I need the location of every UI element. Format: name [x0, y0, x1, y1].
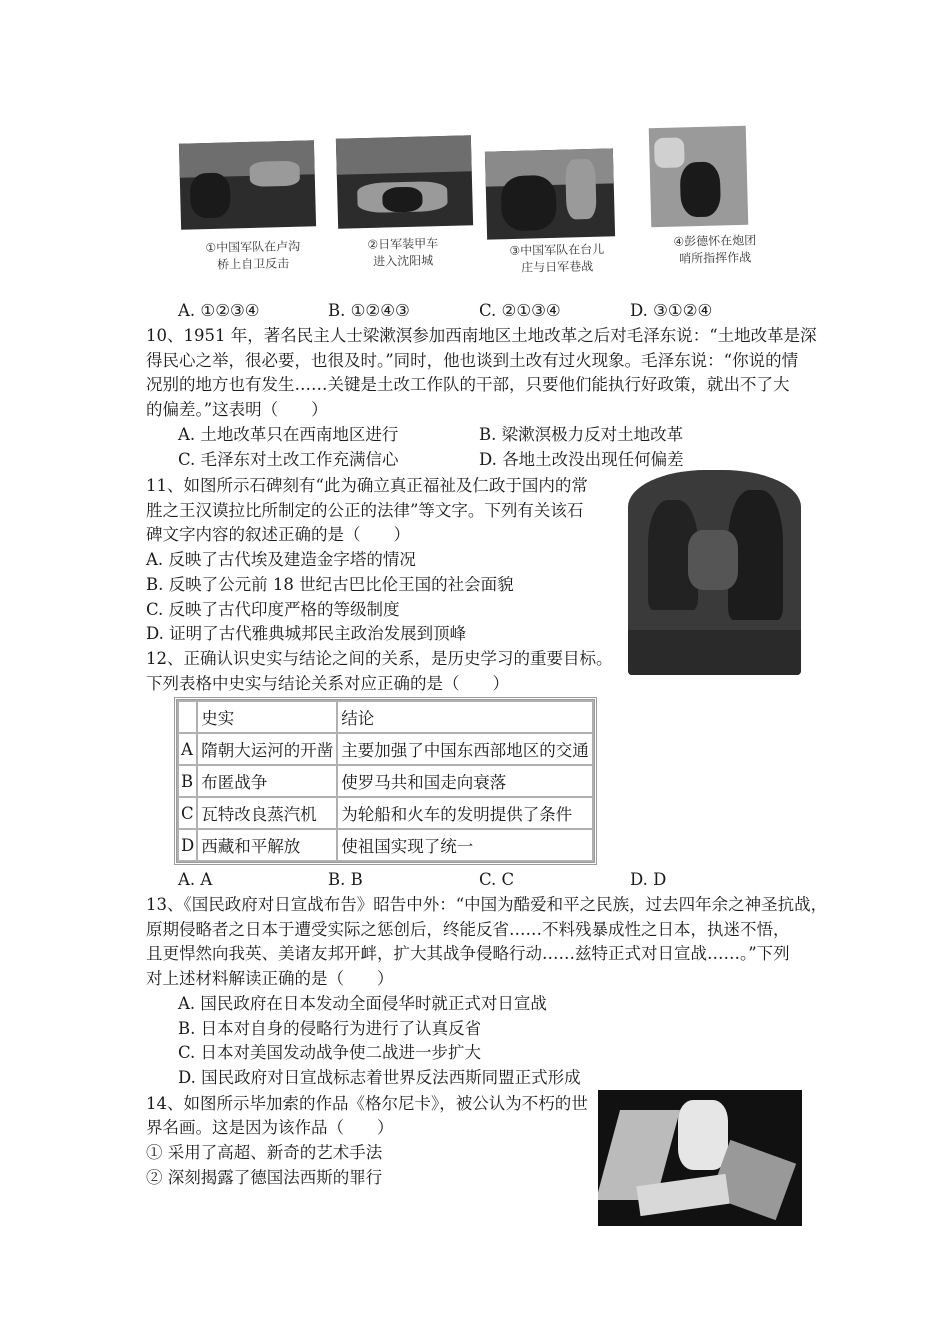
q12-stem: 12、正确认识史实与结论之间的关系，是历史学习的重要目标。: [146, 649, 613, 668]
table-cell: A: [178, 733, 197, 765]
q10-option-b: B. 梁漱溟极力反对土地改革: [479, 425, 684, 444]
q9-option-b: B. ①②④③: [328, 301, 410, 320]
table-cell: 使罗马共和国走向衰落: [337, 765, 593, 797]
guernica-image: [598, 1090, 802, 1226]
table-cell: D: [178, 829, 197, 861]
q13-option-c: C. 日本对美国发动战争使二战进一步扩大: [178, 1043, 482, 1062]
caption-2: ②日军装甲车 进入沈阳城: [367, 236, 439, 269]
table-cell: [178, 701, 197, 733]
table-cell: 使祖国实现了统一: [337, 829, 593, 861]
caption-3: ③中国军队在台儿 庄与日军巷战: [509, 242, 605, 275]
table-cell: 隋朝大运河的开凿: [197, 733, 337, 765]
table-header-row: [178, 701, 593, 733]
q10-stem: 况别的地方也有发生……关键是土改工作队的干部，只要他们能执行好政策，就出不了大: [146, 375, 790, 394]
q14-option-1: ① 采用了高超、新奇的艺术手法: [146, 1143, 383, 1162]
q13-stem: 对上述材料解读正确的是（ ）: [146, 969, 394, 988]
q11-option-b: B. 反映了公元前 18 世纪古巴比伦王国的社会面貌: [146, 575, 514, 594]
table-cell: 西藏和平解放: [197, 829, 337, 861]
q12-option-d: D. D: [630, 870, 667, 889]
hammurabi-stele-image: [628, 470, 801, 675]
q14-option-2: ② 深刻揭露了德国法西斯的罪行: [146, 1168, 383, 1187]
q9-option-d: D. ③①②④: [630, 301, 713, 320]
q10-stem: 得民心之举，很必要，也很及时。”同时，他也谈到土改有过火现象。毛泽东说：“你说的情: [146, 351, 799, 370]
table-row: [178, 733, 593, 765]
q10-stem: 的偏差。”这表明（ ）: [146, 400, 328, 419]
caption-4: ④彭德怀在炮团 哨所指挥作战: [673, 233, 757, 266]
q13-option-b: B. 日本对自身的侵略行为进行了认真反省: [178, 1019, 482, 1038]
q12-option-a: A. A: [178, 870, 213, 889]
q13-option-a: A. 国民政府在日本发动全面侵华时就正式对日宣战: [178, 994, 547, 1013]
q11-stem: 碑文字内容的叙述正确的是（ ）: [146, 525, 410, 544]
photo-lugou-bridge: [179, 140, 316, 230]
q13-option-d: D. 国民政府对日宣战标志着世界反法西斯同盟正式形成: [178, 1068, 581, 1087]
table-cell: C: [178, 797, 197, 829]
q14-stem: 14、如图所示毕加索的作品《格尔尼卡》，被公认为不朽的世: [146, 1094, 588, 1113]
photo-taierzhuang: [485, 148, 615, 239]
q11-stem: 11、如图所示石碑刻有“此为确立真正福祉及仁政于国内的常: [146, 476, 588, 495]
q9-option-c: C. ②①③④: [479, 301, 561, 320]
q12-stem: 下列表格中史实与结论关系对应正确的是（ ）: [146, 674, 509, 693]
table-cell: 结论: [337, 701, 593, 733]
table-cell: B: [178, 765, 197, 797]
q14-stem: 界名画。这是因为该作品（ ）: [146, 1118, 394, 1137]
q12-option-c: C. C: [479, 870, 515, 889]
q11-option-d: D. 证明了古代雅典城邦民主政治发展到顶峰: [146, 624, 467, 643]
q12-table: [174, 697, 597, 865]
q11-stem: 胜之王汉谟拉比所制定的公正的法律”等文字。下列有关该石: [146, 501, 584, 520]
q10-option-a: A. 土地改革只在西南地区进行: [178, 425, 399, 444]
table-row: [178, 765, 593, 797]
q13-stem: 且更悍然向我英、美诸友邦开衅，扩大其战争侵略行动……兹特正式对日宣战……。”下列: [146, 944, 790, 963]
photo-armored-car-shenyang: [336, 135, 473, 229]
table-cell: 为轮船和火车的发明提供了条件: [337, 797, 593, 829]
table-cell: 史实: [197, 701, 337, 733]
table-cell: 主要加强了中国东西部地区的交通: [337, 733, 593, 765]
table-row: [178, 797, 593, 829]
table-row: [178, 829, 593, 861]
caption-1: ①中国军队在卢沟 桥上自卫反击: [205, 239, 301, 272]
table-cell: 布匿战争: [197, 765, 337, 797]
q10-stem: 10、1951 年，著名民主人士梁漱溟参加西南地区土地改革之后对毛泽东说：“土地改革是深: [146, 326, 817, 345]
q11-option-c: C. 反映了古代印度严格的等级制度: [146, 600, 400, 619]
q13-stem: 13、《国民政府对日宣战布告》昭告中外：“中国为酷爱和平之民族，过去四年余之神圣抗战，: [146, 895, 828, 914]
table-cell: 瓦特改良蒸汽机: [197, 797, 337, 829]
q10-option-c: C. 毛泽东对土改工作充满信心: [178, 450, 399, 469]
q12-option-b: B. B: [328, 870, 363, 889]
q10-option-d: D. 各地土改没出现任何偏差: [479, 450, 684, 469]
q9-option-a: A. ①②③④: [178, 301, 260, 320]
q13-stem: 原期侵略者之日本于遭受实际之惩创后，终能反省……不料残暴成性之日本，执迷不悟，: [146, 920, 790, 939]
photo-peng-dehuai: [649, 126, 749, 228]
q11-option-a: A. 反映了古代埃及建造金字塔的情况: [146, 550, 416, 569]
